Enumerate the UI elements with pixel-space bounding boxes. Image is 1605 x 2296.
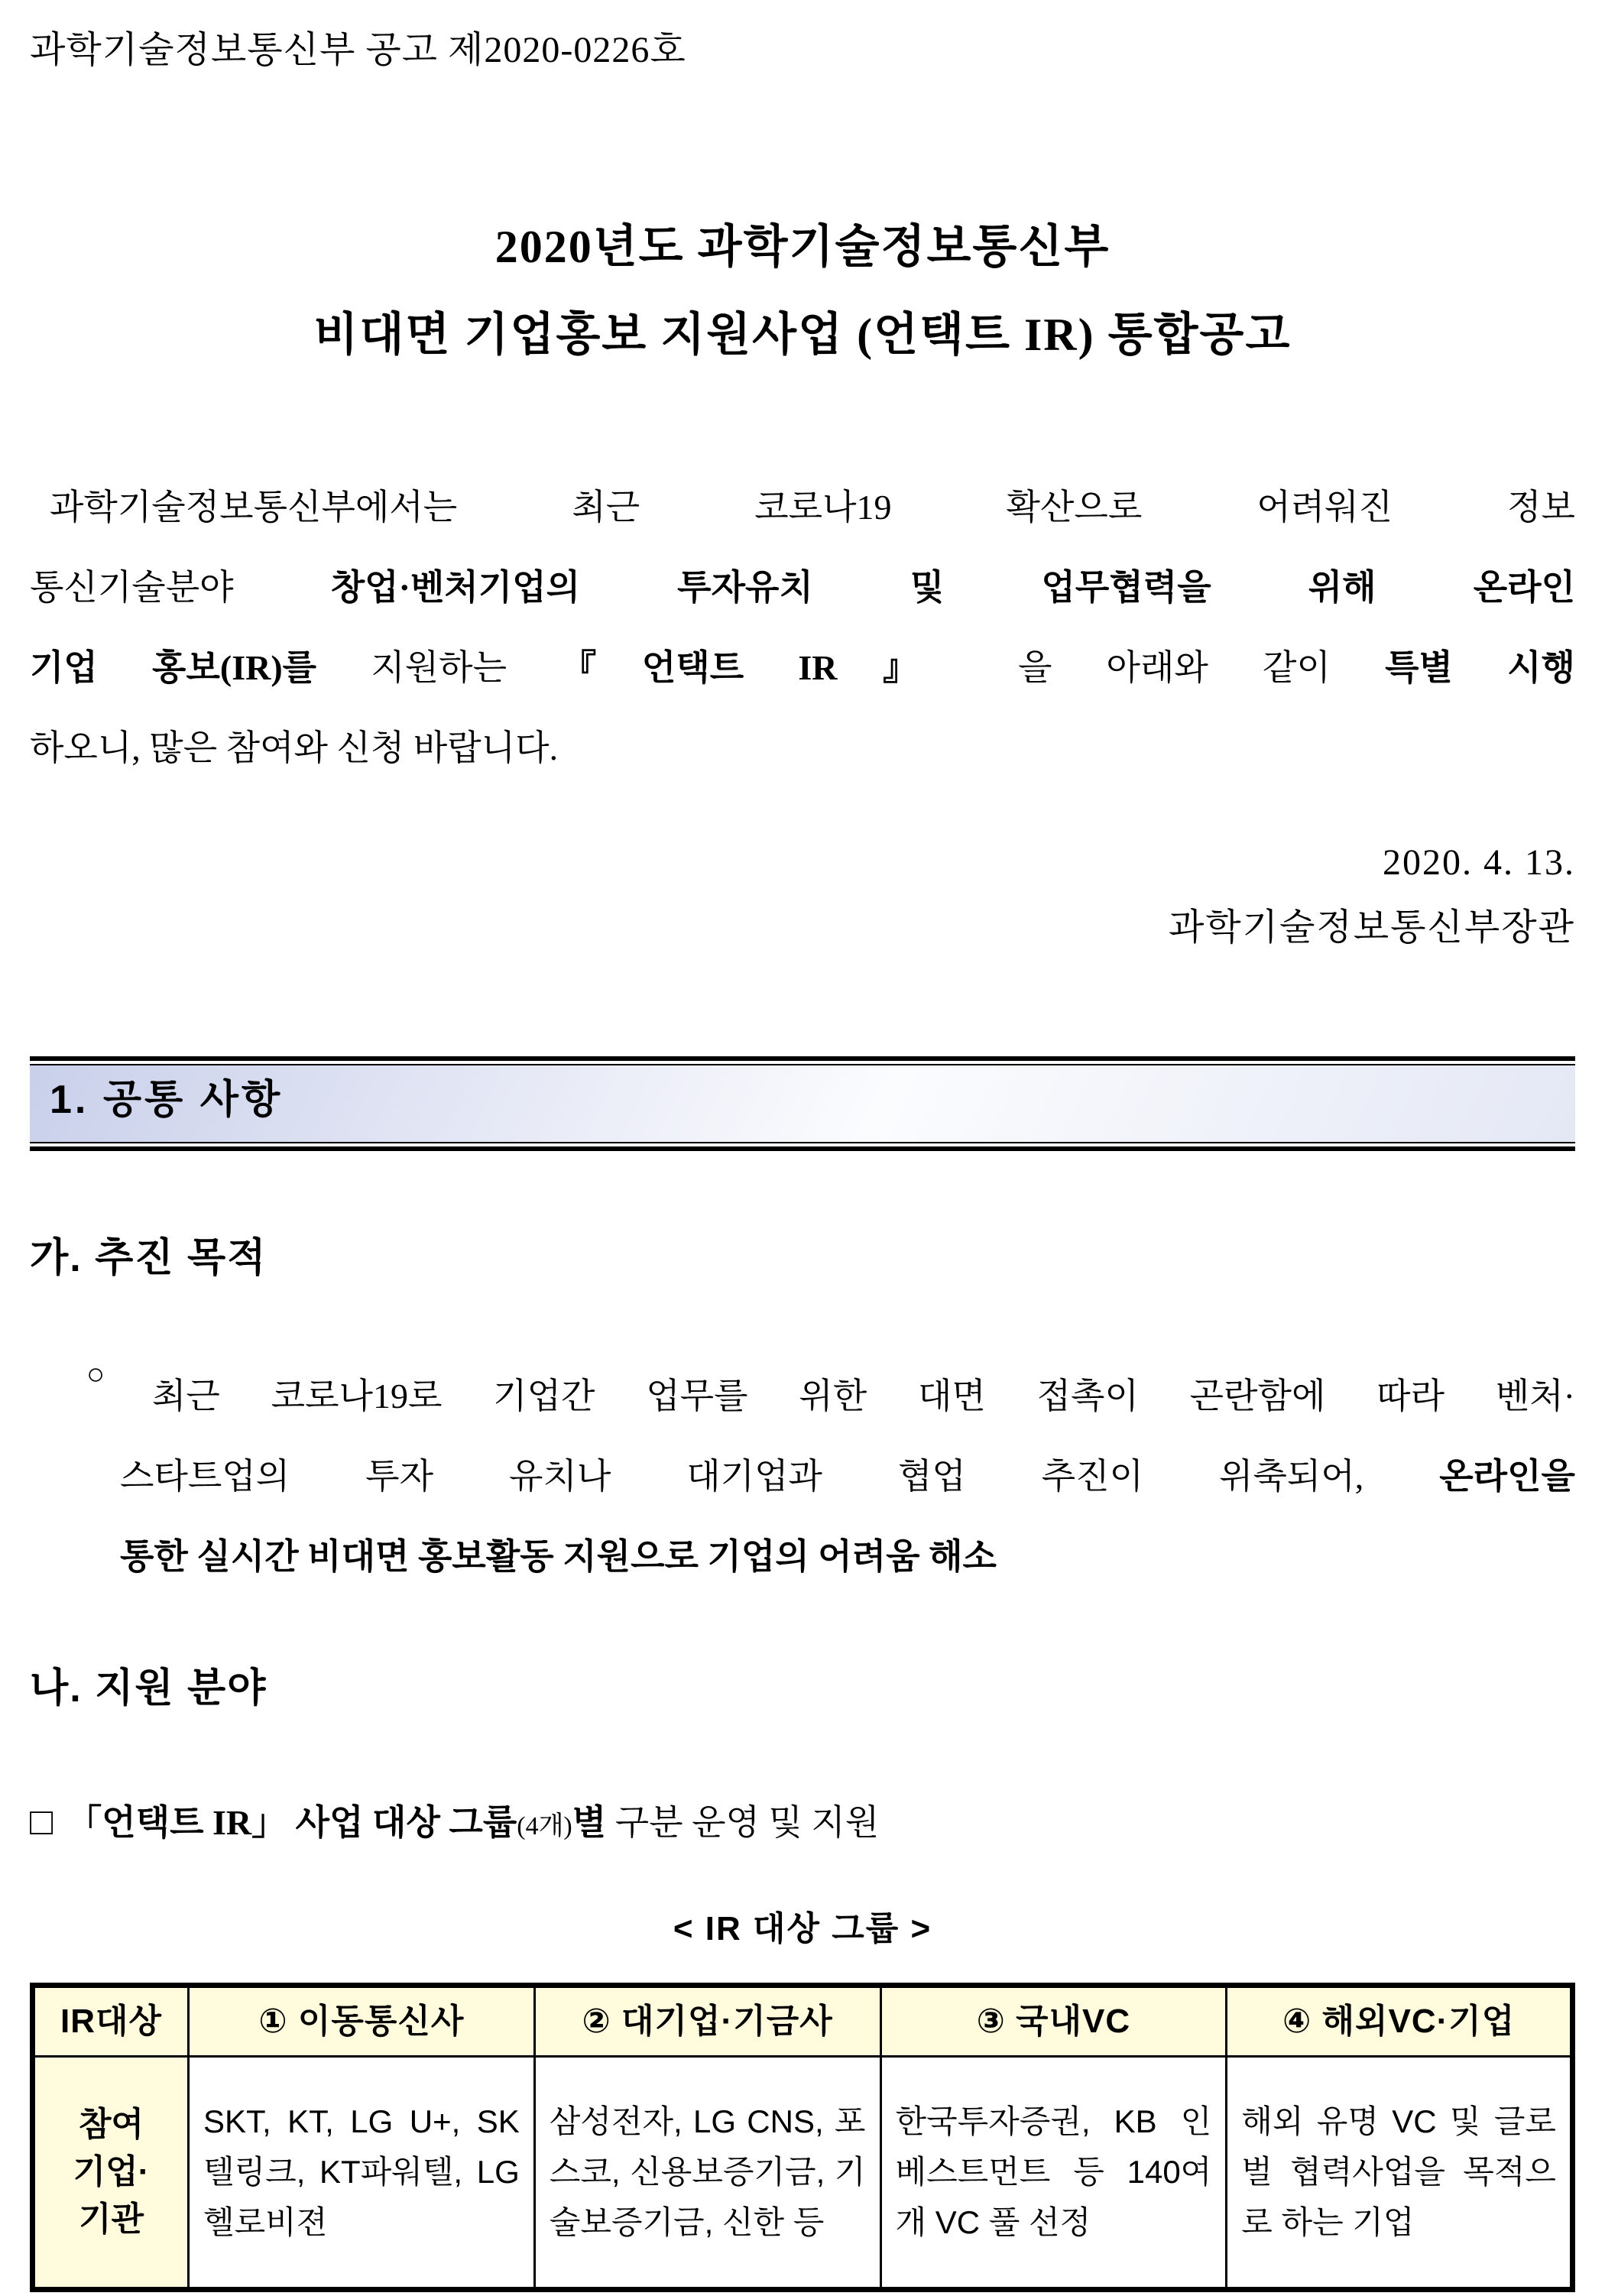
subsection-b-heading: 나. 지원 분야 bbox=[30, 1666, 268, 1711]
ir-target-table bbox=[30, 1983, 1575, 2292]
document-title-line2: 비대면 기업홍보 지원사업 (언택트 IR) 통합공고 bbox=[313, 310, 1292, 360]
intro-line-3: 기업 홍보(IR)를 지원하는 『언택트 IR』 을 아래와 같이 특별 시행 bbox=[30, 648, 1575, 687]
section-1-bar bbox=[30, 1056, 1575, 1151]
column-header-group2: ② 대기업·기금사 bbox=[534, 1986, 880, 2057]
purpose-bullet bbox=[30, 1356, 1575, 1597]
notice-number: 과학기술정보통신부 공고 제2020-0226호 bbox=[30, 30, 686, 70]
column-header-ir-target: IR대상 bbox=[33, 1986, 189, 2057]
intro-line-2: 통신기술분야 창업·벤처기업의 투자유치 및 업무협력을 위해 온라인 bbox=[30, 568, 1576, 607]
intro-line-1: 과학기술정보통신부에서는 최근 코로나19 확산으로 어려워진 정보 bbox=[50, 488, 1575, 527]
support-scope-line: □ 「언택트 IR」 사업 대상 그룹(4개)별 구분 운영 및 지원 bbox=[30, 1800, 880, 1843]
cell-group3-participants: 한국투자증권, KB 인베스트먼트 등 140여개 VC 풀 선정 bbox=[880, 2057, 1227, 2290]
circle-bullet-icon: ○ bbox=[86, 1357, 105, 1391]
document-title-line1: 2020년도 과학기술정보통신부 bbox=[494, 222, 1111, 272]
purpose-line-3: 통한 실시간 비대면 홍보활동 지원으로 기업의 어려움 해소 bbox=[120, 1537, 997, 1576]
document-title bbox=[30, 203, 1575, 379]
purpose-line-2: 스타트업의 투자 유치나 대기업과 협업 추진이 위축되어, 온라인을 bbox=[120, 1457, 1575, 1496]
table-header-row bbox=[33, 1986, 1573, 2057]
section-1-heading: 1. 공통 사항 bbox=[30, 1064, 1575, 1143]
cell-group1-participants: SKT, KT, LG U+, SK텔링크, KT파워텔, LG헬로비젼 bbox=[189, 2057, 535, 2290]
purpose-line-1: 최근 코로나19로 기업간 업무를 위한 대면 접촉이 곤란함에 따라 벤처· bbox=[152, 1377, 1575, 1416]
column-header-group3: ③ 국내VC bbox=[880, 1986, 1227, 2057]
intro-paragraph bbox=[30, 467, 1575, 788]
column-header-group1: ① 이동통신사 bbox=[189, 1986, 535, 2057]
intro-line-4: 하오니, 많은 참여와 신청 바랍니다. bbox=[30, 728, 559, 767]
column-header-group4: ④ 해외VC·기업 bbox=[1227, 1986, 1573, 2057]
subsection-a-heading: 가. 추진 목적 bbox=[30, 1236, 268, 1280]
row-label-participants: 참여 기업· 기관 bbox=[33, 2057, 189, 2290]
cell-group4-participants: 해외 유명 VC 및 글로벌 협력사업을 목적으로 하는 기업 bbox=[1227, 2057, 1573, 2290]
table-row bbox=[33, 2057, 1573, 2290]
date-signer-block bbox=[30, 830, 1575, 960]
announcement-date: 2020. 4. 13. bbox=[1383, 842, 1575, 883]
signer: 과학기술정보통신부장관 bbox=[1168, 907, 1575, 948]
cell-group2-participants: 삼성전자, LG CNS, 포스코, 신용보증기금, 기술보증기금, 신한 등 bbox=[534, 2057, 880, 2290]
square-bullet-icon: □ bbox=[30, 1800, 54, 1843]
table-caption: < IR 대상 그룹 > bbox=[673, 1910, 932, 1947]
